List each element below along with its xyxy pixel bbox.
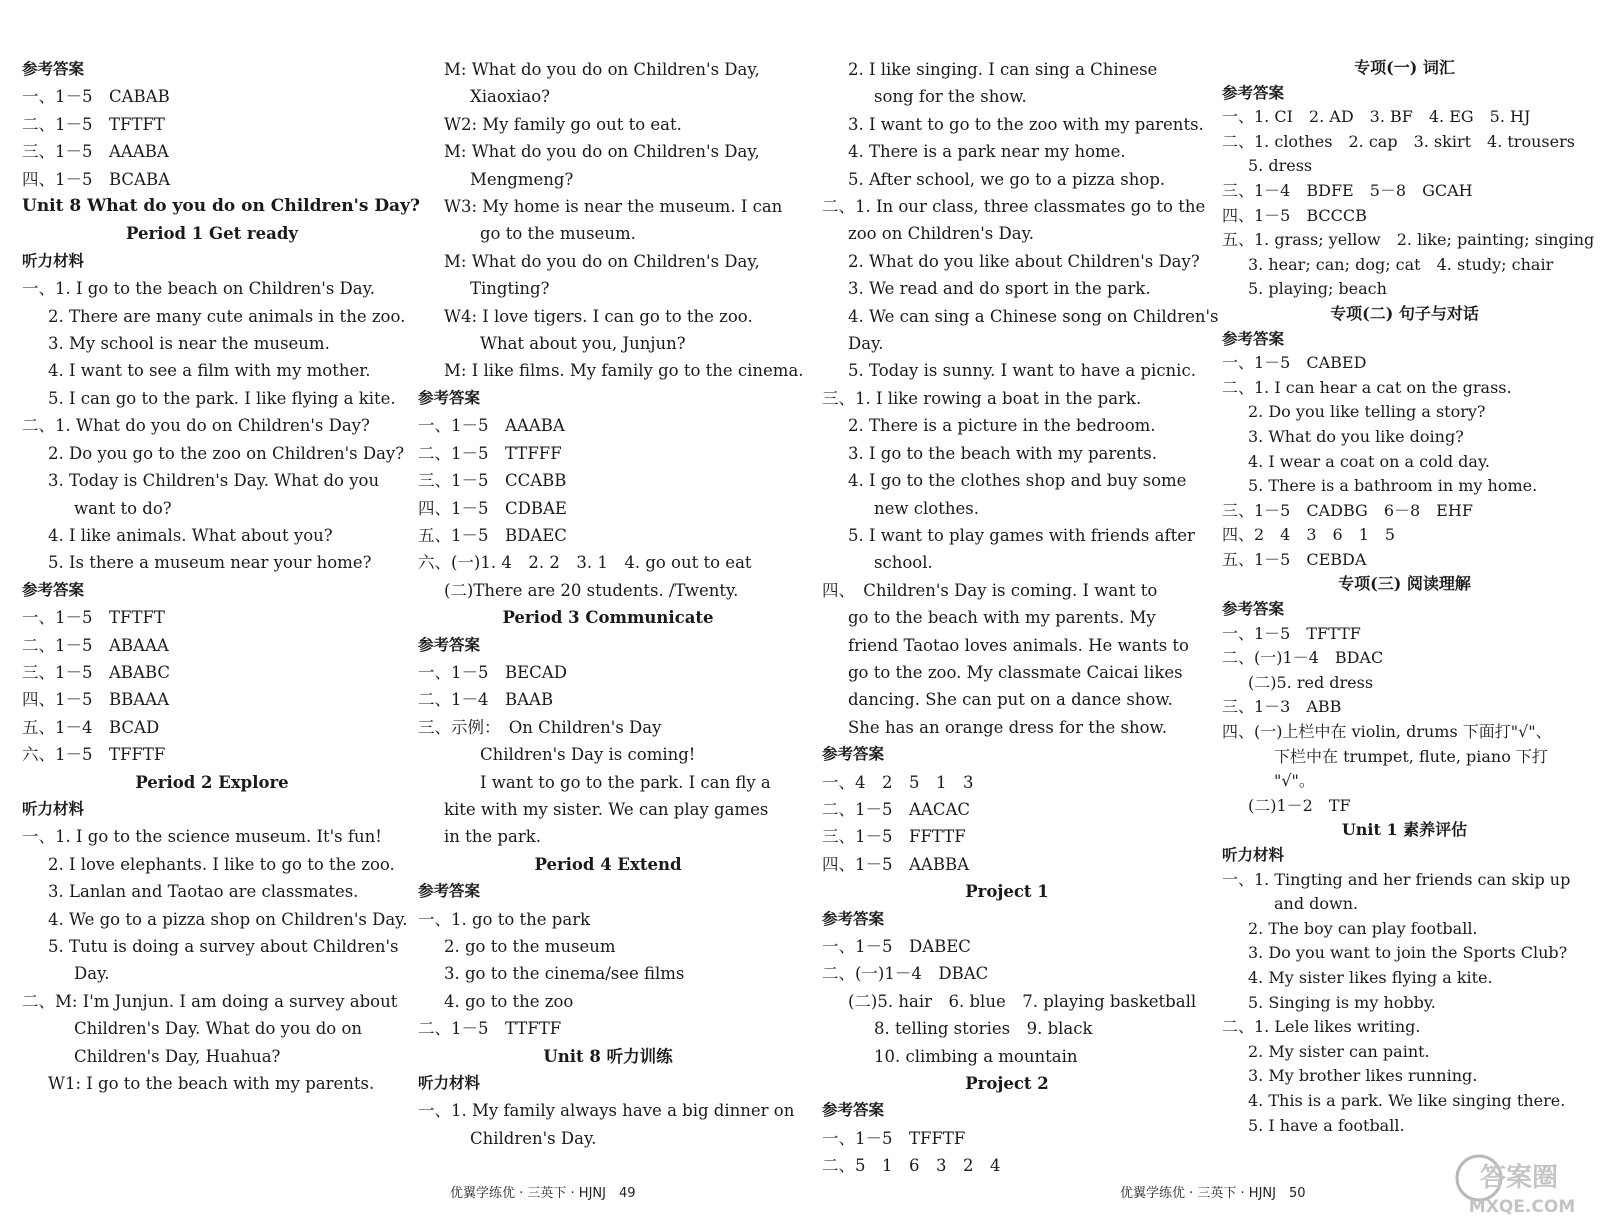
answer-line: (二)5. red dress <box>1248 672 1374 692</box>
section-heading: 听力材料 <box>22 799 85 818</box>
answer-line: 二、1－4 BAAB <box>418 690 554 710</box>
answer-line: Day. <box>848 334 884 354</box>
answer-line: Children's Day. <box>470 1128 597 1148</box>
answer-line: 5. After school, we go to a pizza shop. <box>848 169 1166 189</box>
answer-line: 5. I have a football. <box>1248 1115 1405 1135</box>
answer-line: 3. I go to the beach with my parents. <box>848 443 1157 463</box>
answer-line: 五、1. grass; yellow 2. like; painting; singing <box>1222 230 1595 250</box>
answer-line: Children's Day, Huahua? <box>74 1046 281 1066</box>
column-3 <box>822 56 1219 1180</box>
answer-line: 3. What do you like doing? <box>1248 426 1464 446</box>
answer-line: 四、1－5 BCCCB <box>1222 205 1367 225</box>
section-heading: 参考答案 <box>1222 83 1285 102</box>
answer-line: 8. telling stories 9. black <box>874 1019 1093 1039</box>
answer-line: dancing. She can put on a dance show. <box>848 690 1173 710</box>
answer-line: "√"。 <box>1274 771 1315 791</box>
answer-line: 三、1－5 FFTTF <box>822 827 966 847</box>
answer-line: go to the museum. <box>480 224 636 244</box>
answer-line: 三、1－5 CADBG 6－8 EHF <box>1222 500 1473 520</box>
answer-line: 2. What do you like about Children's Day? <box>848 251 1200 271</box>
answer-line: 六、1－5 TFFTF <box>22 745 166 765</box>
answer-line: W4: I love tigers. I can go to the zoo. <box>444 306 753 326</box>
answer-line: 四、1－5 BBAAA <box>22 690 169 710</box>
answer-line: 二、1－5 TFTFT <box>22 114 165 134</box>
unit-heading: 专项(二) 句子与对话 <box>1330 303 1479 323</box>
answer-line: She has an orange dress for the show. <box>848 717 1167 737</box>
answer-line: 10. climbing a mountain <box>874 1046 1078 1066</box>
section-heading: 听力材料 <box>418 1074 481 1093</box>
answer-line: Xiaoxiao? <box>470 87 550 107</box>
answer-line: 一、1－5 TFTTF <box>1222 623 1361 643</box>
answer-line: 4. I want to see a film with my mother. <box>48 361 371 381</box>
answer-line: Children's Day. What do you do on <box>74 1019 363 1039</box>
answer-line: in the park. <box>444 827 541 847</box>
answer-line: Day. <box>74 964 110 984</box>
answer-line: 一、1－5 TFTFT <box>22 608 165 628</box>
answer-line: 3. My school is near the museum. <box>48 334 330 354</box>
answer-line: 2. There are many cute animals in the zoo. <box>48 306 406 326</box>
answer-line: (二)There are 20 students. /Twenty. <box>444 580 739 600</box>
answer-line: 三、1－4 BDFE 5－8 GCAH <box>1222 180 1473 200</box>
answer-line: 4. My sister likes flying a kite. <box>1248 967 1493 987</box>
answer-line: 3. hear; can; dog; cat 4. study; chair <box>1248 254 1554 274</box>
answer-line: 2. There is a picture in the bedroom. <box>848 416 1156 436</box>
section-heading: 参考答案 <box>22 60 85 78</box>
answer-line: 5. dress <box>1248 156 1313 176</box>
answer-line: 5. Today is sunny. I want to have a picnic. <box>848 361 1196 381</box>
answer-line: 3. I want to go to the zoo with my parents. <box>848 114 1204 134</box>
answer-line: 5. I can go to the park. I like flying a kite. <box>48 388 396 408</box>
answer-line: 3. Do you want to join the Sports Club? <box>1248 943 1568 963</box>
answer-line: 5. I want to play games with friends after <box>848 525 1195 545</box>
answer-line: 一、1－5 DABEC <box>822 937 971 956</box>
answer-line: 四、1－5 BCABA <box>22 169 171 189</box>
answer-line: 一、1－5 AAABA <box>418 416 565 436</box>
answer-line: and down. <box>1274 894 1359 914</box>
section-heading: 参考答案 <box>822 909 885 928</box>
answer-line: (二)1－2 TF <box>1248 795 1351 815</box>
unit-heading: Period 2 Explore <box>135 772 289 792</box>
answer-line: 3. Today is Children's Day. What do you <box>48 471 380 491</box>
answer-line: 5. Tutu is doing a survey about Children's <box>48 937 399 956</box>
answer-line: 二、1－5 TTFTF <box>418 1019 562 1039</box>
answer-line: 三、1－3 ABB <box>1222 697 1342 717</box>
answer-line: 二、1－5 AACAC <box>822 799 970 819</box>
section-heading: 参考答案 <box>822 745 885 764</box>
answer-line: friend Taotao loves animals. He wants to <box>848 635 1189 655</box>
answer-line: 3. My brother likes running. <box>1248 1066 1478 1086</box>
answer-line: 下栏中在 trumpet, flute, piano 下打 <box>1274 746 1548 766</box>
answer-line: 一、1－5 CABED <box>1222 353 1367 373</box>
answer-line: 二、1. In our class, three classmates go to the <box>822 197 1206 217</box>
answer-line: 一、1. My family always have a big dinner on <box>418 1101 795 1121</box>
answer-line: 四、 Children's Day is coming. I want to <box>822 580 1158 600</box>
section-heading: 参考答案 <box>418 635 481 654</box>
answer-line: 四、2 4 3 6 1 5 <box>1222 525 1396 545</box>
answer-line: I want to go to the park. I can fly a <box>480 772 771 792</box>
answer-line: 2. I love elephants. I like to go to the zoo. <box>48 854 395 874</box>
answer-line: W3: My home is near the museum. I can <box>444 197 783 217</box>
watermark-url: MXQE.COM <box>1468 1197 1576 1217</box>
answer-line: 五、1－5 BDAEC <box>418 525 567 545</box>
answer-line: kite with my sister. We can play games <box>444 799 769 819</box>
answer-line: go to the zoo. My classmate Caicai likes <box>848 662 1183 682</box>
answer-line: 2. Do you like telling a story? <box>1248 402 1486 422</box>
answer-line: 4. I wear a coat on a cold day. <box>1248 451 1490 471</box>
section-heading: 参考答案 <box>1222 600 1285 619</box>
answer-line: 一、1. go to the park <box>418 909 591 929</box>
watermark-title: 答案圈 <box>1479 1163 1559 1193</box>
answer-line: What about you, Junjun? <box>480 334 686 354</box>
unit-heading: 专项(三) 阅读理解 <box>1338 574 1471 594</box>
column-1 <box>22 56 420 1097</box>
answer-line: M: What do you do on Children's Day, <box>444 251 760 271</box>
answer-line: 5. There is a bathroom in my home. <box>1248 476 1538 496</box>
answer-line: 四、1－5 AABBA <box>822 854 969 874</box>
answer-line: 四、(一)上栏中在 violin, drums 下面打"√"、 <box>1222 722 1552 742</box>
unit-heading: Project 2 <box>965 1074 1049 1094</box>
answer-line: 5. Singing is my hobby. <box>1248 992 1436 1012</box>
section-heading: 参考答案 <box>418 882 481 901</box>
answer-line: 2. go to the museum <box>444 937 616 956</box>
answer-line: school. <box>874 553 933 573</box>
unit-heading: Unit 1 素养评估 <box>1341 820 1468 840</box>
answer-line: 五、1－4 BCAD <box>22 717 160 737</box>
section-heading: 参考答案 <box>418 388 481 407</box>
answer-line: 二、M: I'm Junjun. I am doing a survey about <box>22 991 398 1011</box>
unit-heading: Period 4 Extend <box>534 854 682 874</box>
answer-line: 三、1－5 CCABB <box>418 471 567 491</box>
answer-line: 3. Lanlan and Taotao are classmates. <box>48 882 359 902</box>
section-heading: 参考答案 <box>822 1101 885 1120</box>
answer-line: 2. I like singing. I can sing a Chinese <box>848 60 1158 79</box>
answer-line: 4. I like animals. What about you? <box>48 525 333 545</box>
answer-line: 二、(一)1－4 DBAC <box>822 964 989 984</box>
answer-line: (二)5. hair 6. blue 7. playing basketball <box>848 991 1197 1011</box>
answer-line: 2. My sister can paint. <box>1248 1041 1430 1061</box>
answer-line: 4. go to the zoo <box>444 991 574 1011</box>
answer-line: 3. go to the cinema/see films <box>444 964 685 984</box>
answer-line: 二、1. Lele likes writing. <box>1222 1017 1421 1037</box>
answer-line: Tingting? <box>470 279 550 299</box>
section-heading: 参考答案 <box>1222 329 1285 348</box>
answer-line: 5. playing; beach <box>1248 279 1387 299</box>
answer-line: 三、示例： On Children's Day <box>418 717 662 737</box>
answer-line: Children's Day is coming! <box>480 745 696 765</box>
answer-line: 二、1. I can hear a cat on the grass. <box>1222 377 1512 397</box>
section-heading: 参考答案 <box>22 580 85 599</box>
answer-line: 4. I go to the clothes shop and buy some <box>848 471 1187 491</box>
answer-line: 二、1－5 ABAAA <box>22 635 169 655</box>
answer-line: Mengmeng? <box>470 169 574 189</box>
answer-line: 三、1－5 AAABA <box>22 142 169 162</box>
answer-line: 一、1－5 TFFTF <box>822 1128 966 1148</box>
answer-line: 二、(一)1－4 BDAC <box>1222 648 1384 668</box>
answer-line: 2. Do you go to the zoo on Children's Day? <box>48 443 405 463</box>
answer-line: 一、1－5 BECAD <box>418 662 567 682</box>
answer-line: want to do? <box>74 498 172 518</box>
answer-line: 4. There is a park near my home. <box>848 142 1126 162</box>
answer-line: 一、1. Tingting and her friends can skip up <box>1222 869 1571 889</box>
answer-line: 五、1－5 CEBDA <box>1222 549 1367 569</box>
answer-line: M: I like films. My family go to the cinema. <box>444 361 804 381</box>
answer-line: 二、1. clothes 2. cap 3. skirt 4. trousers <box>1222 131 1575 151</box>
answer-line: go to the beach with my parents. My <box>848 608 1156 628</box>
section-heading: 听力材料 <box>1222 846 1285 864</box>
answer-line: 一、1－5 CABAB <box>22 87 170 107</box>
answer-line: 4. This is a park. We like singing there. <box>1248 1090 1566 1110</box>
answer-line: 四、1－5 CDBAE <box>418 498 567 518</box>
page-footer-right: 优翼学练优 · 三英下 · HJNJ 50 <box>1120 1186 1306 1201</box>
answer-line: 3. We read and do sport in the park. <box>848 279 1151 299</box>
section-heading: 听力材料 <box>22 251 85 270</box>
answer-line: 2. The boy can play football. <box>1248 918 1478 938</box>
answer-line: 一、1. I go to the beach on Children's Day. <box>22 279 375 299</box>
unit-heading: 专项(一) 词汇 <box>1354 58 1455 77</box>
answer-line: W1: I go to the beach with my parents. <box>48 1074 375 1094</box>
answer-line: zoo on Children's Day. <box>848 224 1034 244</box>
answer-line: M: What do you do on Children's Day, <box>444 142 760 162</box>
column-4 <box>1222 56 1595 1138</box>
answer-line: 5. Is there a museum near your home? <box>48 553 372 573</box>
answer-line: 一、1. I go to the science museum. It's fun! <box>22 827 382 847</box>
answer-line: W2: My family go out to eat. <box>444 114 682 134</box>
answer-line: 二、5 1 6 3 2 4 <box>822 1156 1001 1176</box>
answer-line: 一、4 2 5 1 3 <box>822 772 974 792</box>
answer-line: M: What do you do on Children's Day, <box>444 60 760 79</box>
answer-line: 二、1. What do you do on Children's Day? <box>22 416 370 436</box>
unit-heading: Project 1 <box>965 882 1049 902</box>
answer-line: new clothes. <box>874 498 979 518</box>
unit-heading: Unit 8 What do you do on Children's Day? <box>22 196 420 217</box>
page-footer-left: 优翼学练优 · 三英下 · HJNJ 49 <box>450 1186 636 1201</box>
watermark-logo <box>1444 1150 1594 1220</box>
unit-heading: Unit 8 听力训练 <box>543 1046 673 1066</box>
unit-heading: Period 3 Communicate <box>502 608 714 628</box>
column-2 <box>418 56 804 1152</box>
answer-line: 六、(一)1. 4 2. 2 3. 1 4. go out to eat <box>418 553 752 573</box>
answer-line: 4. We can sing a Chinese song on Children's <box>848 306 1219 326</box>
answer-line: 二、1－5 TTFFF <box>418 443 562 463</box>
answer-line: 三、1. I like rowing a boat in the park. <box>822 388 1142 408</box>
answer-line: 三、1－5 ABABC <box>22 662 171 682</box>
answer-line: 一、1. CI 2. AD 3. BF 4. EG 5. HJ <box>1222 107 1531 127</box>
answer-line: song for the show. <box>874 87 1027 107</box>
unit-heading: Period 1 Get ready <box>126 224 298 244</box>
answer-line: 4. We go to a pizza shop on Children's Day. <box>48 909 408 929</box>
